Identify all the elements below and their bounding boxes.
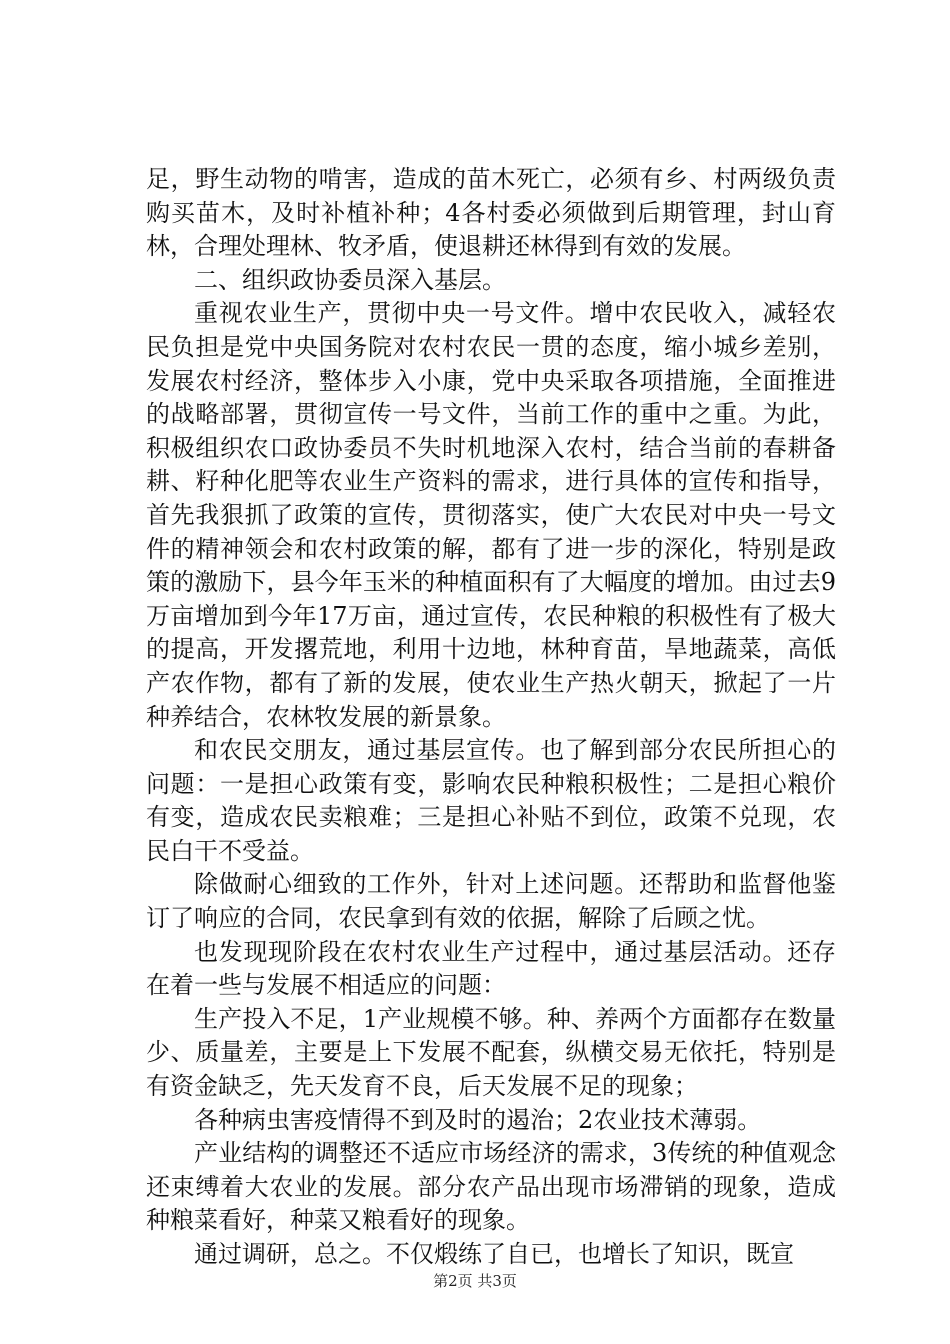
- paragraph: 和农民交朋友，通过基层宣传。也了解到部分农民所担心的问题：一是担心政策有变，影响农民种粮积极性；二是担心粮价有变，造成农民卖粮难；三是担心补贴不到位，政策不兑现，农民白干不受益。: [146, 736, 836, 865]
- paragraph: 各种病虫害疫情得不到及时的遏治；2农业技术薄弱。: [194, 1105, 762, 1134]
- paragraph: 也发现现阶段在农村农业生产过程中，通过基层活动。还存在着一些与发展不相适应的问题：: [146, 937, 836, 1000]
- section-heading: 二、组织政协委员深入基层。: [194, 265, 506, 294]
- paragraph: 产业结构的调整还不适应市场经济的需求，3传统的种值观念还束缚着大农业的发展。部分农产品出现市场滞销的现象，造成种粮菜看好，种菜又粮看好的现象。: [146, 1139, 836, 1235]
- page-number-footer: 第2页 共3页: [433, 1272, 517, 1290]
- paragraph: 除做耐心细致的工作外，针对上述问题。还帮助和监督他鉴订了响应的合同，农民拿到有效的依据，解除了后顾之忧。: [146, 870, 836, 933]
- body-text: [146, 163, 836, 1272]
- paragraph: 足，野生动物的啃害，造成的苗木死亡，必须有乡、村两级负责购买苗木，及时补植补种；4各村委必须做到后期管理，封山育林，合理处理林、牧矛盾，使退耕还林得到有效的发展。: [146, 165, 836, 261]
- paragraph: 生产投入不足，1产业规模不够。种、养两个方面都存在数量少、质量差，主要是上下发展不配套，纵横交易无依托，特别是有资金缺乏，先天发育不良，后天发展不足的现象；: [146, 1004, 836, 1101]
- paragraph: 通过调研，总之。不仅煅练了自已，也增长了知识，既宣: [194, 1240, 794, 1268]
- paragraph: 重视农业生产，贯彻中央一号文件。增中农民收入，减轻农民负担是党中央国务院对农村农民一贯的态度，缩小城乡差别，发展农村经济，整体步入小康，党中央采取各项措施，全面推进的战略部署，贯彻宣传一号文件，当前工作的重中之重。为此，积极组织农口政协委员不失时机地深入农村，结合当前的春耕备耕、籽种化肥等农业生产资料的需求，进行具体的宣传和指导，首先我狠抓了政策的宣传，贯彻落实，使广大农民对中央一号文件的精神领会和农村政策的解，都有了进一步的深化，特别是政策的激励下，县今年玉米的种植面积有了大幅度的增加。由过去9万亩增加到今年17万亩，通过宣传，农民种粮的积极性有了极大的提高，开发撂荒地，利用十边地，林种育苗，旱地蔬菜，高低产农作物，都有了新的发展，使农业生产热火朝天，掀起了一片种养结合，农林牧发展的新景象。: [146, 299, 836, 731]
